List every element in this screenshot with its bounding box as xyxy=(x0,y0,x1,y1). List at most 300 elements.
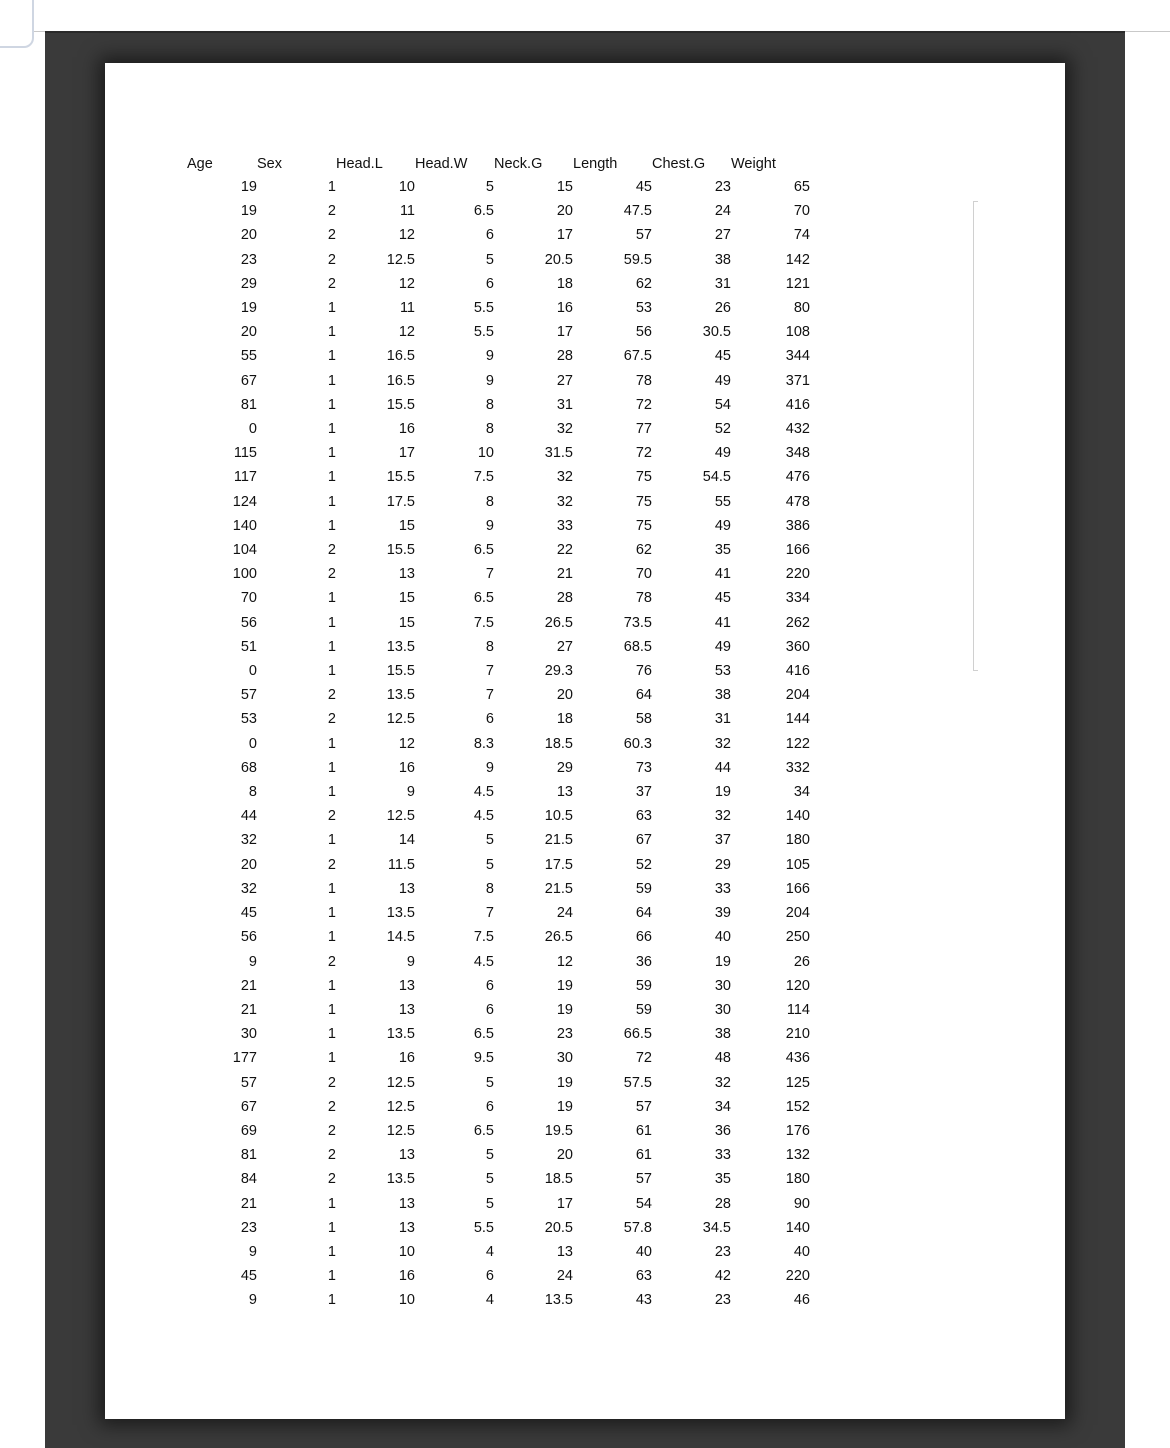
cell-head-w: 5.5 xyxy=(473,300,494,317)
table-row xyxy=(187,248,810,272)
cell-head-w: 5 xyxy=(485,856,494,873)
cell-length: 59.5 xyxy=(623,251,652,268)
cell-weight: 436 xyxy=(785,1050,810,1067)
cell-age: 8 xyxy=(248,784,257,801)
cell-chest-g: 45 xyxy=(714,590,731,607)
top-bar xyxy=(0,0,1170,32)
cell-neck-g: 23 xyxy=(556,1026,573,1043)
document-viewer xyxy=(45,31,1125,1448)
cell-sex: 1 xyxy=(327,1268,336,1285)
cell-length: 66 xyxy=(635,929,652,946)
cell-length: 61 xyxy=(635,1147,652,1164)
cell-sex: 2 xyxy=(327,1098,336,1115)
cell-head-l: 12 xyxy=(398,735,415,752)
cell-neck-g: 18 xyxy=(556,711,573,728)
cell-head-w: 6.5 xyxy=(473,542,494,559)
cell-head-l: 13.5 xyxy=(386,905,415,922)
cell-chest-g: 34 xyxy=(714,1098,731,1115)
cell-chest-g: 32 xyxy=(714,1074,731,1091)
cell-sex: 1 xyxy=(327,179,336,195)
cell-head-l: 10 xyxy=(398,1243,415,1260)
cell-age: 20 xyxy=(240,227,257,244)
cell-chest-g: 48 xyxy=(714,1050,731,1067)
table-row xyxy=(187,683,810,707)
cell-head-l: 16 xyxy=(398,421,415,438)
cell-weight: 132 xyxy=(785,1147,810,1164)
cell-head-l: 16 xyxy=(398,1268,415,1285)
cell-sex: 2 xyxy=(327,856,336,873)
cell-sex: 1 xyxy=(327,614,336,631)
cell-age: 19 xyxy=(240,203,257,220)
cell-chest-g: 55 xyxy=(714,493,731,510)
cell-chest-g: 52 xyxy=(714,421,731,438)
cell-age: 56 xyxy=(240,929,257,946)
cell-neck-g: 24 xyxy=(556,1268,573,1285)
table-row xyxy=(187,1192,810,1216)
cell-neck-g: 18 xyxy=(556,275,573,292)
cell-length: 58 xyxy=(635,711,652,728)
cell-head-l: 15 xyxy=(398,517,415,534)
cell-weight: 360 xyxy=(785,638,810,655)
cell-head-l: 16.5 xyxy=(386,348,415,365)
table-row xyxy=(187,780,810,804)
cell-head-w: 8 xyxy=(485,493,494,510)
cell-age: 23 xyxy=(240,1219,257,1236)
cell-length: 76 xyxy=(635,663,652,680)
cell-chest-g: 29 xyxy=(714,856,731,873)
cell-neck-g: 17 xyxy=(556,227,573,244)
table-row xyxy=(187,756,810,780)
cell-chest-g: 32 xyxy=(714,735,731,752)
cell-weight: 204 xyxy=(785,905,810,922)
table-row xyxy=(187,1095,810,1119)
cell-head-w: 7.5 xyxy=(473,614,494,631)
table-row xyxy=(187,393,810,417)
cell-age: 67 xyxy=(240,1098,257,1115)
cell-head-w: 9 xyxy=(485,348,494,365)
cell-weight: 166 xyxy=(785,542,810,559)
cell-chest-g: 41 xyxy=(714,566,731,583)
cell-neck-g: 19 xyxy=(556,1001,573,1018)
cell-age: 9 xyxy=(248,1292,257,1309)
cell-sex: 2 xyxy=(327,953,336,970)
cell-length: 64 xyxy=(635,905,652,922)
cell-head-w: 5 xyxy=(485,832,494,849)
cell-sex: 2 xyxy=(327,542,336,559)
cell-age: 0 xyxy=(248,421,257,438)
table-row xyxy=(187,1022,810,1046)
cell-weight: 70 xyxy=(793,203,810,220)
cell-length: 68.5 xyxy=(623,638,652,655)
cell-head-w: 5.5 xyxy=(473,324,494,341)
cell-head-l: 12.5 xyxy=(386,251,415,268)
cell-chest-g: 41 xyxy=(714,614,731,631)
cell-length: 59 xyxy=(635,1001,652,1018)
cell-head-l: 16 xyxy=(398,759,415,776)
cell-head-w: 8 xyxy=(485,638,494,655)
cell-neck-g: 28 xyxy=(556,590,573,607)
data-table xyxy=(187,153,810,1313)
cell-length: 73 xyxy=(635,759,652,776)
document-page xyxy=(105,63,1065,1419)
table-row xyxy=(187,369,810,393)
cell-chest-g: 39 xyxy=(714,905,731,922)
cell-neck-g: 20.5 xyxy=(544,1219,573,1236)
cell-length: 78 xyxy=(635,590,652,607)
cell-head-l: 13.5 xyxy=(386,638,415,655)
cell-neck-g: 30 xyxy=(556,1050,573,1067)
cell-weight: 144 xyxy=(785,711,810,728)
cell-head-w: 10 xyxy=(477,445,494,462)
cell-neck-g: 19 xyxy=(556,977,573,994)
cell-length: 67.5 xyxy=(623,348,652,365)
cell-sex: 2 xyxy=(327,1147,336,1164)
cell-neck-g: 24 xyxy=(556,905,573,922)
table-row xyxy=(187,586,810,610)
cell-sex: 1 xyxy=(327,348,336,365)
cell-age: 67 xyxy=(240,372,257,389)
cell-neck-g: 31 xyxy=(556,396,573,413)
cell-head-w: 8 xyxy=(485,396,494,413)
table-row xyxy=(187,320,810,344)
cell-head-w: 6 xyxy=(485,1001,494,1018)
table-row xyxy=(187,635,810,659)
cell-length: 56 xyxy=(635,324,652,341)
cell-head-l: 13 xyxy=(398,977,415,994)
cell-head-l: 9 xyxy=(406,953,415,970)
cell-length: 54 xyxy=(635,1195,652,1212)
table-row xyxy=(187,901,810,925)
cell-weight: 34 xyxy=(793,784,810,801)
cell-neck-g: 31.5 xyxy=(544,445,573,462)
table-row xyxy=(187,1046,810,1070)
table-row xyxy=(187,950,810,974)
cell-weight: 122 xyxy=(785,735,810,752)
cell-chest-g: 35 xyxy=(714,1171,731,1188)
cell-length: 57 xyxy=(635,227,652,244)
cell-weight: 176 xyxy=(785,1122,810,1139)
cell-head-l: 12.5 xyxy=(386,1122,415,1139)
cell-sex: 2 xyxy=(327,711,336,728)
cell-head-w: 9 xyxy=(485,372,494,389)
cell-length: 57.5 xyxy=(623,1074,652,1091)
cell-head-w: 8 xyxy=(485,880,494,897)
cell-chest-g: 38 xyxy=(714,687,731,704)
cell-sex: 2 xyxy=(327,227,336,244)
cell-head-w: 4.5 xyxy=(473,808,494,825)
cell-length: 72 xyxy=(635,445,652,462)
cell-weight: 371 xyxy=(785,372,810,389)
header-sex: Sex xyxy=(257,156,282,172)
corner-tab[interactable] xyxy=(0,0,34,48)
cell-neck-g: 26.5 xyxy=(544,929,573,946)
cell-neck-g: 10.5 xyxy=(544,808,573,825)
cell-chest-g: 30 xyxy=(714,977,731,994)
cell-age: 19 xyxy=(240,300,257,317)
cell-sex: 2 xyxy=(327,1122,336,1139)
table-row xyxy=(187,707,810,731)
table-row xyxy=(187,1143,810,1167)
cell-weight: 65 xyxy=(793,179,810,195)
cell-age: 84 xyxy=(240,1171,257,1188)
cell-sex: 1 xyxy=(327,1001,336,1018)
cell-head-w: 5.5 xyxy=(473,1219,494,1236)
cell-age: 140 xyxy=(232,517,257,534)
cell-chest-g: 38 xyxy=(714,251,731,268)
cell-sex: 2 xyxy=(327,1171,336,1188)
cell-head-w: 9.5 xyxy=(473,1050,494,1067)
cell-chest-g: 24 xyxy=(714,203,731,220)
cell-age: 19 xyxy=(240,179,257,195)
cell-sex: 1 xyxy=(327,1243,336,1260)
cell-weight: 386 xyxy=(785,517,810,534)
cell-weight: 152 xyxy=(785,1098,810,1115)
cell-chest-g: 38 xyxy=(714,1026,731,1043)
cell-head-w: 7 xyxy=(485,905,494,922)
cell-head-l: 12.5 xyxy=(386,1074,415,1091)
cell-sex: 2 xyxy=(327,687,336,704)
cell-sex: 1 xyxy=(327,421,336,438)
cell-weight: 125 xyxy=(785,1074,810,1091)
cell-sex: 2 xyxy=(327,275,336,292)
cell-length: 53 xyxy=(635,300,652,317)
cell-sex: 1 xyxy=(327,977,336,994)
cell-neck-g: 32 xyxy=(556,421,573,438)
cell-age: 21 xyxy=(240,977,257,994)
cell-chest-g: 40 xyxy=(714,929,731,946)
cell-chest-g: 49 xyxy=(714,517,731,534)
cell-weight: 108 xyxy=(785,324,810,341)
cell-neck-g: 13.5 xyxy=(544,1292,573,1309)
cell-age: 21 xyxy=(240,1001,257,1018)
cell-sex: 1 xyxy=(327,372,336,389)
cell-age: 32 xyxy=(240,880,257,897)
cell-neck-g: 21.5 xyxy=(544,832,573,849)
cell-age: 104 xyxy=(232,542,257,559)
cell-weight: 142 xyxy=(785,251,810,268)
cell-age: 81 xyxy=(240,396,257,413)
cell-weight: 140 xyxy=(785,1219,810,1236)
cell-length: 62 xyxy=(635,542,652,559)
cell-head-w: 6 xyxy=(485,1098,494,1115)
cell-neck-g: 22 xyxy=(556,542,573,559)
cell-head-w: 5 xyxy=(485,1147,494,1164)
table-row xyxy=(187,659,810,683)
cell-head-w: 6 xyxy=(485,227,494,244)
table-row xyxy=(187,1167,810,1191)
cell-chest-g: 54.5 xyxy=(702,469,731,486)
cell-length: 64 xyxy=(635,687,652,704)
cell-length: 61 xyxy=(635,1122,652,1139)
cell-neck-g: 27 xyxy=(556,372,573,389)
cell-head-w: 6.5 xyxy=(473,1122,494,1139)
cell-weight: 46 xyxy=(793,1292,810,1309)
table-row xyxy=(187,562,810,586)
cell-weight: 220 xyxy=(785,566,810,583)
cell-chest-g: 45 xyxy=(714,348,731,365)
cell-neck-g: 19.5 xyxy=(544,1122,573,1139)
cell-weight: 220 xyxy=(785,1268,810,1285)
table-row xyxy=(187,490,810,514)
cell-neck-g: 21 xyxy=(556,566,573,583)
cell-chest-g: 19 xyxy=(714,784,731,801)
table-row xyxy=(187,1264,810,1288)
cell-length: 67 xyxy=(635,832,652,849)
cell-weight: 140 xyxy=(785,808,810,825)
cell-head-l: 13.5 xyxy=(386,1026,415,1043)
cell-head-w: 4 xyxy=(485,1243,494,1260)
cell-age: 21 xyxy=(240,1195,257,1212)
cell-head-l: 10 xyxy=(398,1292,415,1309)
cell-head-w: 4.5 xyxy=(473,953,494,970)
cell-age: 53 xyxy=(240,711,257,728)
cell-length: 72 xyxy=(635,1050,652,1067)
header-head-l: Head.L xyxy=(336,156,383,172)
cell-neck-g: 15 xyxy=(556,179,573,195)
cell-sex: 1 xyxy=(327,759,336,776)
cell-age: 55 xyxy=(240,348,257,365)
cell-length: 47.5 xyxy=(623,203,652,220)
selection-bracket xyxy=(973,201,978,671)
cell-weight: 332 xyxy=(785,759,810,776)
cell-head-l: 11 xyxy=(399,300,415,317)
table-row xyxy=(187,974,810,998)
cell-length: 45 xyxy=(635,179,652,195)
cell-age: 32 xyxy=(240,832,257,849)
cell-head-l: 13 xyxy=(398,1147,415,1164)
cell-head-w: 6 xyxy=(485,275,494,292)
cell-length: 60.3 xyxy=(623,735,652,752)
cell-sex: 1 xyxy=(327,396,336,413)
cell-weight: 26 xyxy=(793,953,810,970)
cell-length: 62 xyxy=(635,275,652,292)
cell-chest-g: 23 xyxy=(714,179,731,195)
cell-neck-g: 20 xyxy=(556,203,573,220)
cell-neck-g: 26.5 xyxy=(544,614,573,631)
cell-weight: 432 xyxy=(785,421,810,438)
cell-head-w: 5 xyxy=(485,179,494,195)
cell-chest-g: 49 xyxy=(714,445,731,462)
cell-length: 78 xyxy=(635,372,652,389)
cell-sex: 2 xyxy=(327,808,336,825)
cell-weight: 120 xyxy=(785,977,810,994)
table-row xyxy=(187,998,810,1022)
cell-chest-g: 44 xyxy=(714,759,731,776)
cell-sex: 1 xyxy=(327,638,336,655)
cell-weight: 250 xyxy=(785,929,810,946)
cell-head-w: 4.5 xyxy=(473,784,494,801)
cell-neck-g: 17 xyxy=(556,324,573,341)
cell-age: 29 xyxy=(240,275,257,292)
cell-weight: 180 xyxy=(785,832,810,849)
cell-neck-g: 13 xyxy=(556,784,573,801)
cell-head-l: 13 xyxy=(398,1001,415,1018)
cell-weight: 478 xyxy=(785,493,810,510)
cell-chest-g: 53 xyxy=(714,663,731,680)
cell-length: 75 xyxy=(635,469,652,486)
cell-neck-g: 18.5 xyxy=(544,735,573,752)
cell-weight: 90 xyxy=(793,1195,810,1212)
cell-age: 20 xyxy=(240,324,257,341)
cell-sex: 1 xyxy=(327,300,336,317)
cell-head-w: 6 xyxy=(485,1268,494,1285)
cell-length: 36 xyxy=(635,953,652,970)
table-row xyxy=(187,1288,810,1312)
cell-head-w: 8.3 xyxy=(473,735,494,752)
cell-age: 70 xyxy=(240,590,257,607)
cell-head-w: 7 xyxy=(485,663,494,680)
cell-weight: 180 xyxy=(785,1171,810,1188)
table-body xyxy=(187,175,810,1313)
cell-sex: 1 xyxy=(327,735,336,752)
cell-weight: 348 xyxy=(785,445,810,462)
cell-length: 57 xyxy=(635,1171,652,1188)
cell-head-w: 9 xyxy=(485,759,494,776)
cell-weight: 334 xyxy=(785,590,810,607)
cell-weight: 80 xyxy=(793,300,810,317)
cell-length: 66.5 xyxy=(623,1026,652,1043)
cell-head-w: 6.5 xyxy=(473,590,494,607)
cell-sex: 2 xyxy=(327,566,336,583)
cell-age: 9 xyxy=(248,1243,257,1260)
cell-chest-g: 30 xyxy=(714,1001,731,1018)
cell-neck-g: 19 xyxy=(556,1098,573,1115)
cell-sex: 1 xyxy=(327,517,336,534)
cell-head-l: 13 xyxy=(398,1195,415,1212)
cell-head-l: 15.5 xyxy=(386,663,415,680)
cell-neck-g: 19 xyxy=(556,1074,573,1091)
cell-head-l: 15 xyxy=(398,614,415,631)
cell-head-l: 12 xyxy=(398,227,415,244)
cell-age: 117 xyxy=(233,469,257,486)
cell-length: 57 xyxy=(635,1098,652,1115)
table-header-row xyxy=(187,153,810,175)
cell-sex: 1 xyxy=(327,832,336,849)
cell-sex: 2 xyxy=(327,203,336,220)
cell-head-w: 8 xyxy=(485,421,494,438)
cell-sex: 1 xyxy=(327,1050,336,1067)
table-row xyxy=(187,441,810,465)
cell-weight: 40 xyxy=(793,1243,810,1260)
table-row xyxy=(187,223,810,247)
table-row xyxy=(187,732,810,756)
cell-age: 45 xyxy=(240,905,257,922)
header-neck-g: Neck.G xyxy=(494,156,543,172)
cell-head-w: 6.5 xyxy=(473,1026,494,1043)
cell-sex: 1 xyxy=(327,905,336,922)
table-row xyxy=(187,296,810,320)
cell-head-l: 14 xyxy=(398,832,415,849)
cell-head-l: 17.5 xyxy=(386,493,415,510)
cell-neck-g: 32 xyxy=(556,469,573,486)
cell-age: 57 xyxy=(240,687,257,704)
cell-neck-g: 17 xyxy=(556,1195,573,1212)
table-row xyxy=(187,925,810,949)
cell-head-l: 12.5 xyxy=(386,808,415,825)
cell-weight: 166 xyxy=(785,880,810,897)
cell-head-l: 16.5 xyxy=(386,372,415,389)
cell-head-l: 9 xyxy=(406,784,415,801)
cell-neck-g: 21.5 xyxy=(544,880,573,897)
cell-age: 68 xyxy=(240,759,257,776)
cell-length: 75 xyxy=(635,517,652,534)
cell-chest-g: 35 xyxy=(714,542,731,559)
table-row xyxy=(187,514,810,538)
cell-sex: 1 xyxy=(327,590,336,607)
table-row xyxy=(187,1071,810,1095)
cell-length: 63 xyxy=(635,808,652,825)
cell-sex: 1 xyxy=(327,493,336,510)
